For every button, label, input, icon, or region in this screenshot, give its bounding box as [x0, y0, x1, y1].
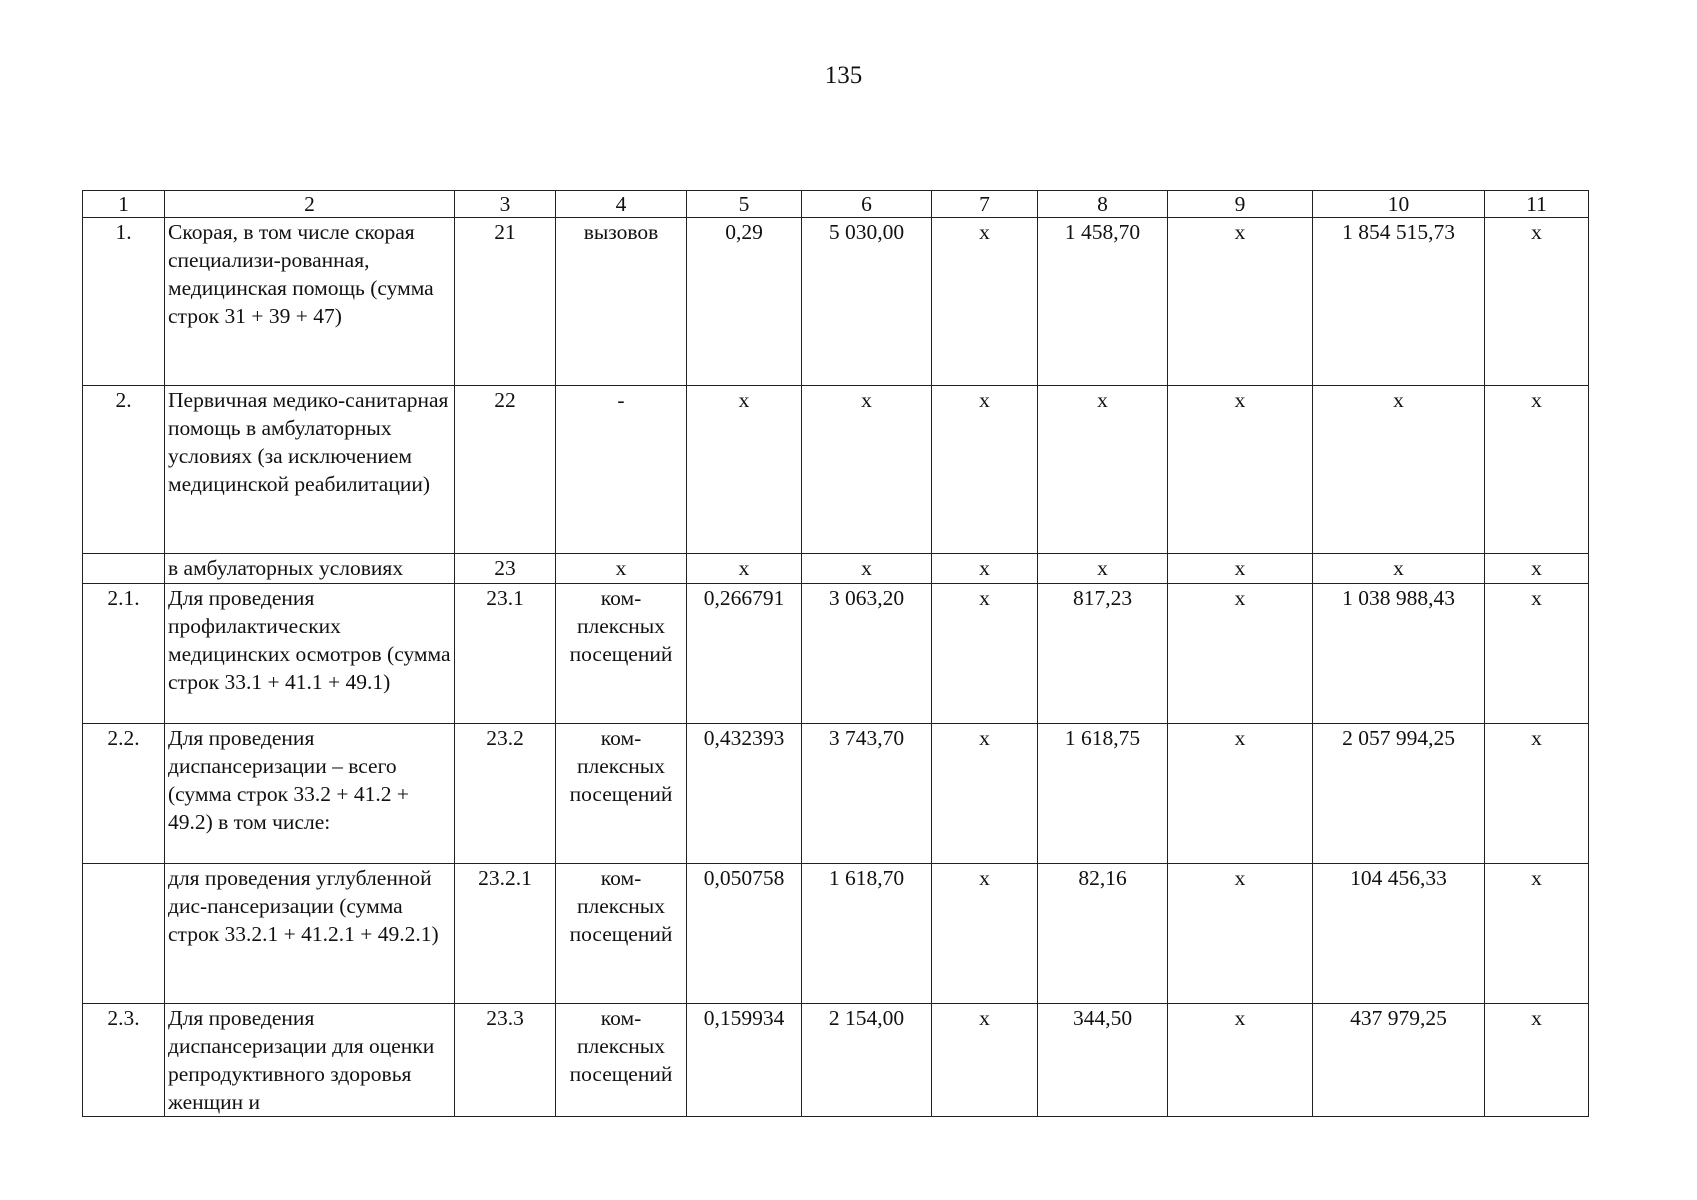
row-name: в амбулаторных условиях: [165, 554, 455, 584]
row-number: [83, 554, 165, 584]
value-cell: 1 038 988,43: [1313, 584, 1485, 724]
line-code: 23.2: [455, 724, 556, 864]
value-cell: х: [1313, 386, 1485, 554]
value-cell: 5 030,00: [802, 218, 932, 386]
value-cell: х: [1485, 864, 1589, 1004]
row-number: [83, 864, 165, 1004]
page-number: 135: [824, 62, 863, 89]
value-cell: 3 063,20: [802, 584, 932, 724]
value-cell: х: [1485, 386, 1589, 554]
value-cell: х: [1168, 386, 1313, 554]
header-cell: 6: [802, 191, 932, 218]
value-cell: 1 854 515,73: [1313, 218, 1485, 386]
unit-cell: ком-плексных посещений: [556, 864, 687, 1004]
value-cell: 1 618,75: [1038, 724, 1168, 864]
unit-cell: х: [556, 554, 687, 584]
line-code: 23.2.1: [455, 864, 556, 1004]
header-cell: 3: [455, 191, 556, 218]
value-cell: х: [1485, 218, 1589, 386]
header-row: [83, 191, 1589, 218]
value-cell: х: [687, 386, 802, 554]
value-cell: х: [802, 554, 932, 584]
value-cell: х: [802, 386, 932, 554]
value-cell: х: [932, 584, 1038, 724]
value-cell: 0,266791: [687, 584, 802, 724]
header-cell: 4: [556, 191, 687, 218]
unit-cell: ком-плексных посещений: [556, 1004, 687, 1117]
table-row: [83, 724, 1589, 864]
table-row: [83, 864, 1589, 1004]
value-cell: х: [1485, 1004, 1589, 1117]
row-number: 2.3.: [83, 1004, 165, 1117]
line-code: 23.1: [455, 584, 556, 724]
header-cell: 5: [687, 191, 802, 218]
value-cell: х: [932, 218, 1038, 386]
value-cell: 0,432393: [687, 724, 802, 864]
value-cell: х: [1038, 554, 1168, 584]
value-cell: х: [932, 554, 1038, 584]
value-cell: х: [1038, 386, 1168, 554]
header-cell: 7: [932, 191, 1038, 218]
value-cell: 82,16: [1038, 864, 1168, 1004]
row-number: 2.: [83, 386, 165, 554]
value-cell: х: [1485, 724, 1589, 864]
line-code: 21: [455, 218, 556, 386]
table-row: [83, 584, 1589, 724]
line-code: 23: [455, 554, 556, 584]
value-cell: х: [1168, 554, 1313, 584]
table-row: [83, 218, 1589, 386]
header-cell: 11: [1485, 191, 1589, 218]
unit-cell: вызовов: [556, 218, 687, 386]
value-cell: х: [932, 386, 1038, 554]
table-row: [83, 1004, 1589, 1117]
value-cell: х: [1485, 584, 1589, 724]
line-code: 23.3: [455, 1004, 556, 1117]
value-cell: 2 057 994,25: [1313, 724, 1485, 864]
value-cell: 0,159934: [687, 1004, 802, 1117]
row-name: Первичная медико-санитарная помощь в амбулаторных условиях (за исключением медицинской реабилитации): [165, 386, 455, 554]
data-table: [82, 190, 1589, 1117]
unit-cell: ком-плексных посещений: [556, 724, 687, 864]
row-name: Для проведения профилактических медицинских осмотров (сумма строк 33.1 + 41.1 + 49.1): [165, 584, 455, 724]
value-cell: х: [1313, 554, 1485, 584]
value-cell: х: [932, 1004, 1038, 1117]
value-cell: 104 456,33: [1313, 864, 1485, 1004]
row-number: 1.: [83, 218, 165, 386]
value-cell: 437 979,25: [1313, 1004, 1485, 1117]
table-row: [83, 554, 1589, 584]
value-cell: 1 618,70: [802, 864, 932, 1004]
table-row: [83, 386, 1589, 554]
value-cell: х: [932, 864, 1038, 1004]
row-name: Для проведения диспансеризации для оценки репродуктивного здоровья женщин и: [165, 1004, 455, 1117]
value-cell: х: [1485, 554, 1589, 584]
value-cell: 1 458,70: [1038, 218, 1168, 386]
value-cell: 2 154,00: [802, 1004, 932, 1117]
value-cell: 3 743,70: [802, 724, 932, 864]
value-cell: х: [932, 724, 1038, 864]
header-cell: 10: [1313, 191, 1485, 218]
value-cell: 344,50: [1038, 1004, 1168, 1117]
row-name: для проведения углубленной дис-пансеризации (сумма строк 33.2.1 + 41.2.1 + 49.2.1): [165, 864, 455, 1004]
value-cell: х: [1168, 1004, 1313, 1117]
header-cell: 2: [165, 191, 455, 218]
header-cell: 9: [1168, 191, 1313, 218]
unit-cell: ком-плексных посещений: [556, 584, 687, 724]
value-cell: х: [687, 554, 802, 584]
value-cell: х: [1168, 724, 1313, 864]
row-name: Скорая, в том числе скорая специализи-рованная, медицинская помощь (сумма строк 31 + 39 + 47): [165, 218, 455, 386]
value-cell: х: [1168, 218, 1313, 386]
value-cell: х: [1168, 864, 1313, 1004]
value-cell: 0,29: [687, 218, 802, 386]
unit-cell: -: [556, 386, 687, 554]
value-cell: 0,050758: [687, 864, 802, 1004]
row-name: Для проведения диспансеризации – всего (сумма строк 33.2 + 41.2 + 49.2) в том числе:: [165, 724, 455, 864]
value-cell: х: [1168, 584, 1313, 724]
header-cell: 8: [1038, 191, 1168, 218]
row-number: 2.2.: [83, 724, 165, 864]
line-code: 22: [455, 386, 556, 554]
header-cell: 1: [83, 191, 165, 218]
row-number: 2.1.: [83, 584, 165, 724]
value-cell: 817,23: [1038, 584, 1168, 724]
